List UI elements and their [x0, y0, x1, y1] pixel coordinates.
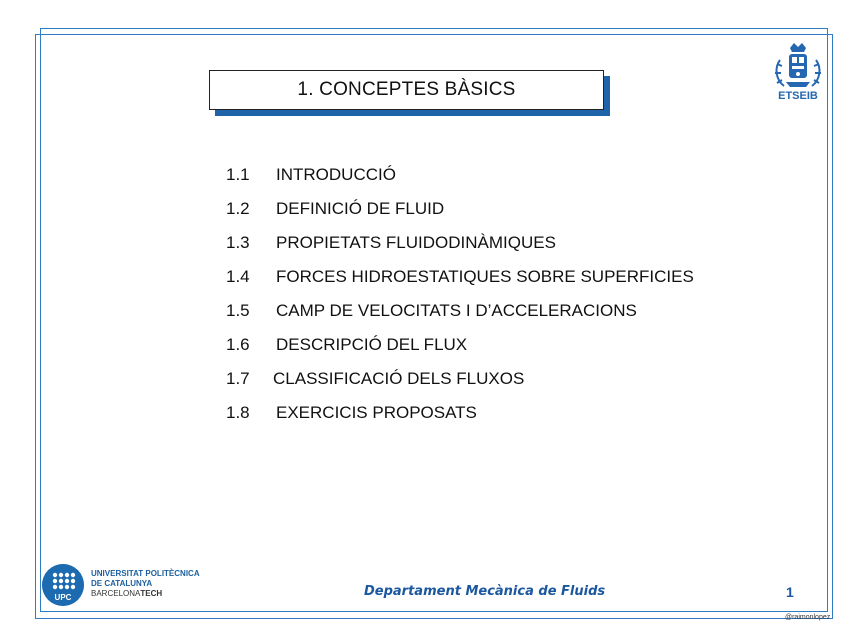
toc-item	[226, 228, 556, 258]
upc-name-line2: DE CATALUNYA	[91, 579, 153, 588]
toc-item	[226, 262, 694, 292]
page-number: 1	[786, 584, 794, 600]
etseib-label: ETSEIB	[778, 90, 818, 102]
toc-label: DESCRIPCIÓ DEL FLUX	[276, 335, 468, 354]
toc-label: FORCES HIDROESTATIQUES SOBRE SUPERFICIES	[276, 267, 694, 286]
toc-label: CLASSIFICACIÓ DELS FLUXOS	[273, 369, 525, 388]
toc-number: 1.8	[226, 403, 250, 422]
upc-name	[91, 569, 200, 599]
toc-label: DEFINICIÓ DE FLUID	[276, 199, 445, 218]
toc-item	[226, 296, 637, 326]
upc-name-line3a: BARCELONA	[91, 589, 141, 598]
toc-item	[226, 398, 477, 428]
toc-label: PROPIETATS FLUIDODINÀMIQUES	[276, 233, 556, 252]
toc-number: 1.5	[226, 301, 250, 320]
toc-item	[226, 160, 396, 190]
upc-logo-text: UPC	[54, 593, 72, 602]
toc-number: 1.7	[226, 369, 250, 388]
department-footer: Departament Mecànica de Fluids	[364, 584, 606, 599]
toc-label: EXERCICIS PROPOSATS	[276, 403, 477, 422]
upc-name-line1: UNIVERSITAT POLITÈCNICA	[91, 569, 200, 578]
slide-title	[209, 70, 604, 110]
upc-name-line3	[91, 589, 200, 599]
toc-number: 1.6	[226, 335, 250, 354]
toc-number: 1.1	[226, 165, 250, 184]
author-credit: @raimonlopez	[785, 614, 831, 621]
upc-name-line3b: TECH	[140, 589, 163, 598]
toc-item	[226, 330, 467, 360]
toc-label: INTRODUCCIÓ	[276, 165, 396, 184]
upc-logo-icon	[42, 564, 84, 606]
toc-number: 1.4	[226, 267, 250, 286]
toc-item	[226, 194, 444, 224]
toc-number: 1.3	[226, 233, 250, 252]
slide-title-text: 1. CONCEPTES BÀSICS	[297, 79, 516, 100]
toc-item	[226, 364, 524, 394]
toc-number: 1.2	[226, 199, 250, 218]
toc-label: CAMP DE VELOCITATS I D’ACCELERACIONS	[276, 301, 637, 320]
